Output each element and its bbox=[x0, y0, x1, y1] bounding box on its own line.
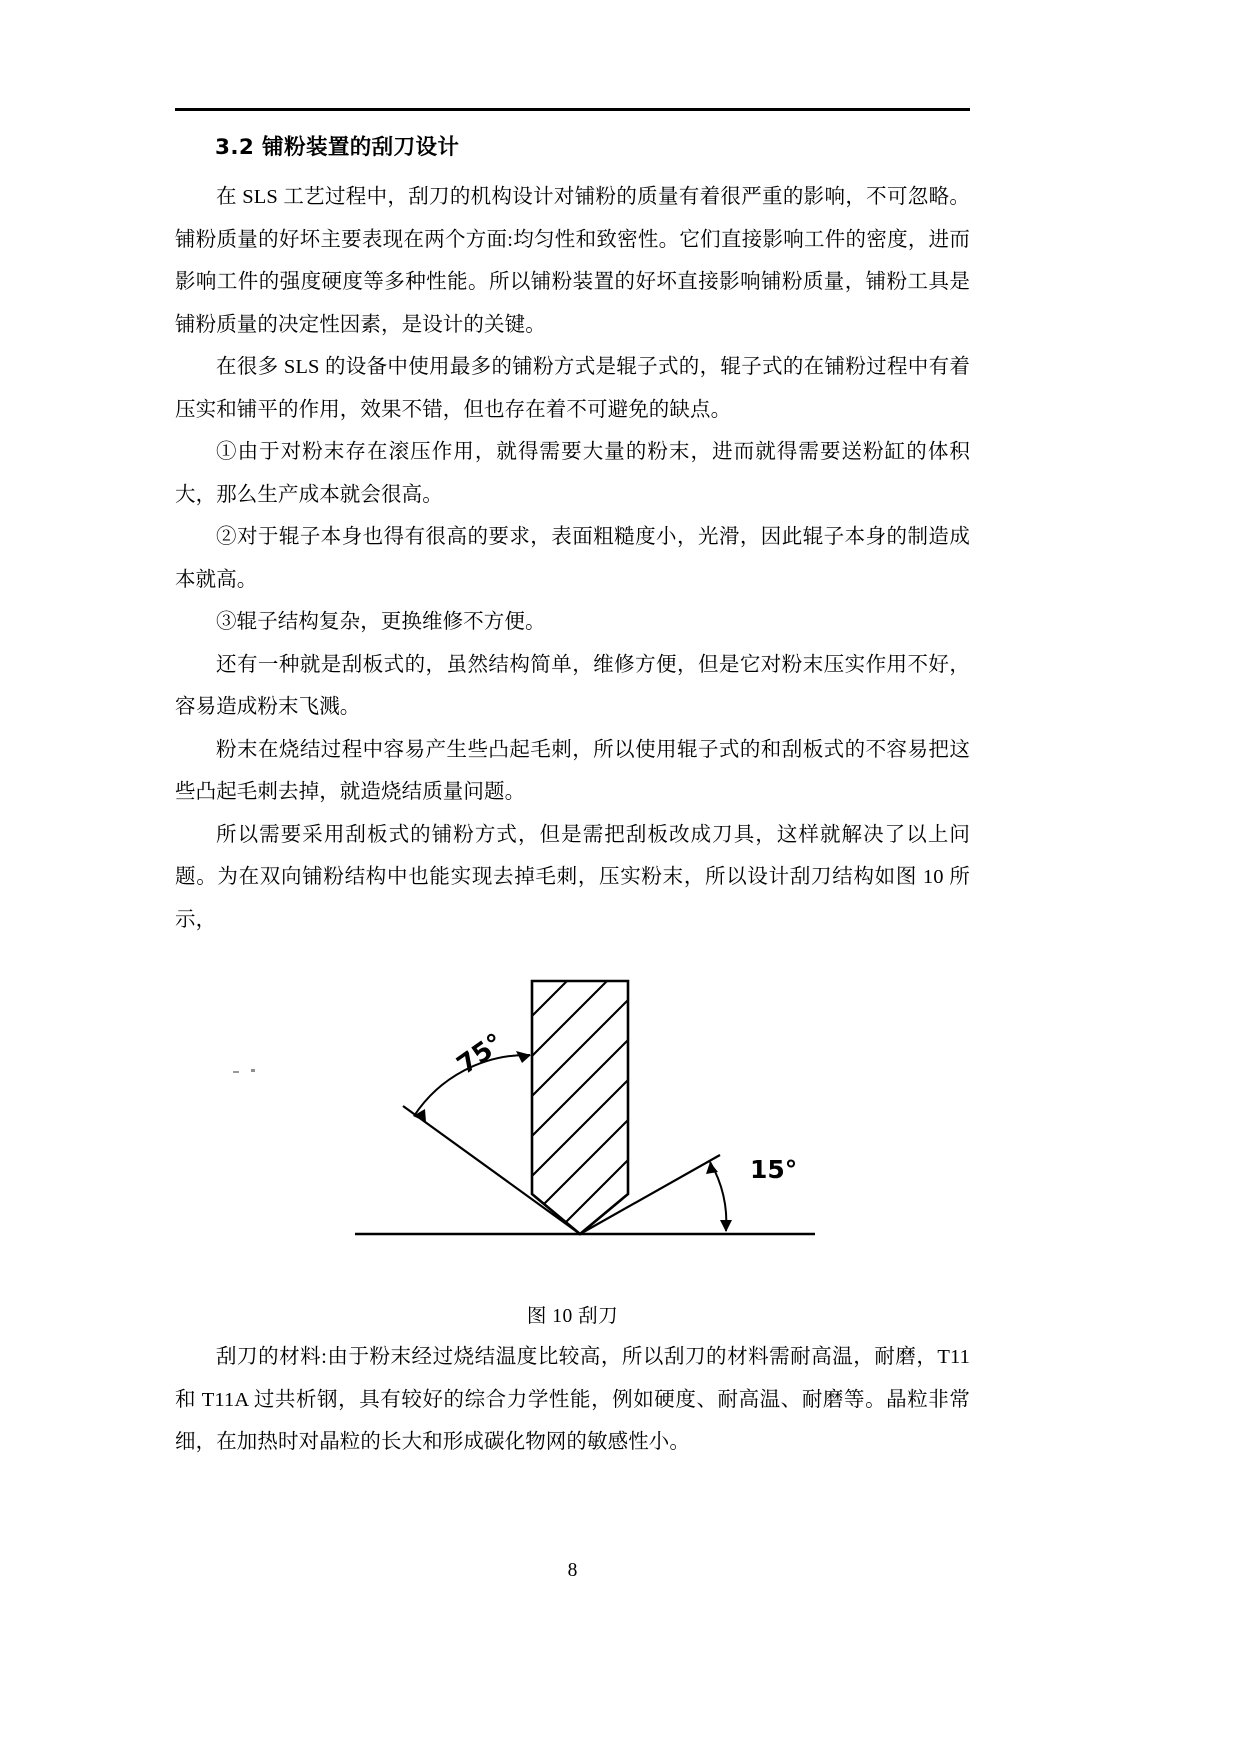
right-reference-leg bbox=[580, 1155, 720, 1234]
section-heading: 3.2 铺粉装置的刮刀设计 bbox=[215, 135, 460, 160]
page-number: 8 bbox=[567, 1560, 578, 1581]
paragraph: 粉末在烧结过程中容易产生些凸起毛刺，所以使用辊子式的和刮板式的不容易把这些凸起毛刺去掉，就造烧结质量问题。 bbox=[175, 738, 970, 803]
paragraph: 所以需要采用刮板式的铺粉方式，但是需把刮板改成刀具，这样就解决了以上问题。为在双向铺粉结构中也能实现去掉毛刺，压实粉末，所以设计刮刀结构如图 10 所示， bbox=[175, 823, 970, 931]
arrowhead-15-lower bbox=[720, 1220, 732, 1232]
paragraph: 还有一种就是刮板式的，虽然结构简单，维修方便，但是它对粉末压实作用不好，容易造成粉末飞溅。 bbox=[175, 653, 970, 718]
scraper-blade-drawing bbox=[175, 963, 970, 1293]
paragraph: 在很多 SLS 的设备中使用最多的铺粉方式是辊子式的，辊子式的在铺粉过程中有着压实和铺平的作用，效果不错，但也存在着不可避免的缺点。 bbox=[175, 356, 970, 421]
blade-hatching bbox=[425, 963, 645, 1293]
figure-scraper-blade bbox=[175, 963, 970, 1293]
paragraph: 刮刀的材料:由于粉末经过烧结温度比较高，所以刮刀的材料需耐高温，耐磨，T11 和 T11A 过共析钢，具有较好的综合力学性能，例如硬度、耐高温、耐磨等。晶粒非常细，在加热时对晶粒的长大和形成碳化物网的敏感性小。 bbox=[175, 1346, 970, 1453]
scan-speck bbox=[251, 1069, 255, 1072]
paragraph: 在 SLS 工艺过程中，刮刀的机构设计对铺粉的质量有着很严重的影响，不可忽略。铺粉质量的好坏主要表现在两个方面:均匀性和致密性。它们直接影响工件的密度，进而影响工件的强度硬度等多种性能。所以铺粉装置的好坏直接影响铺粉质量，铺粉工具是铺粉质量的决定性因素，是设计的关键。 bbox=[175, 186, 970, 336]
paragraph: ①由于对粉末存在滚压作用，就得需要大量的粉末，进而就得需要送粉缸的体积大，那么生产成本就会很高。 bbox=[175, 441, 970, 506]
paragraph: ③辊子结构复杂，更换维修不方便。 bbox=[216, 611, 546, 633]
paragraph: ②对于辊子本身也得有很高的要求，表面粗糙度小，光滑，因此辊子本身的制造成本就高。 bbox=[175, 526, 970, 591]
scan-speck bbox=[233, 1071, 239, 1073]
page-content bbox=[175, 0, 970, 1754]
tail-text-block bbox=[175, 1336, 970, 1464]
arrowhead-75-lower bbox=[413, 1109, 426, 1122]
left-reference-leg bbox=[403, 1106, 580, 1234]
figure-caption: 图 10 刮刀 bbox=[526, 1306, 619, 1327]
angle-label-75: 75° bbox=[451, 1027, 510, 1081]
header-rule bbox=[175, 108, 970, 111]
arrowhead-75-upper bbox=[516, 1051, 531, 1063]
blade-outline bbox=[532, 981, 628, 1234]
body-text-block bbox=[175, 176, 970, 941]
angle-label-15: 15° bbox=[750, 1155, 798, 1184]
